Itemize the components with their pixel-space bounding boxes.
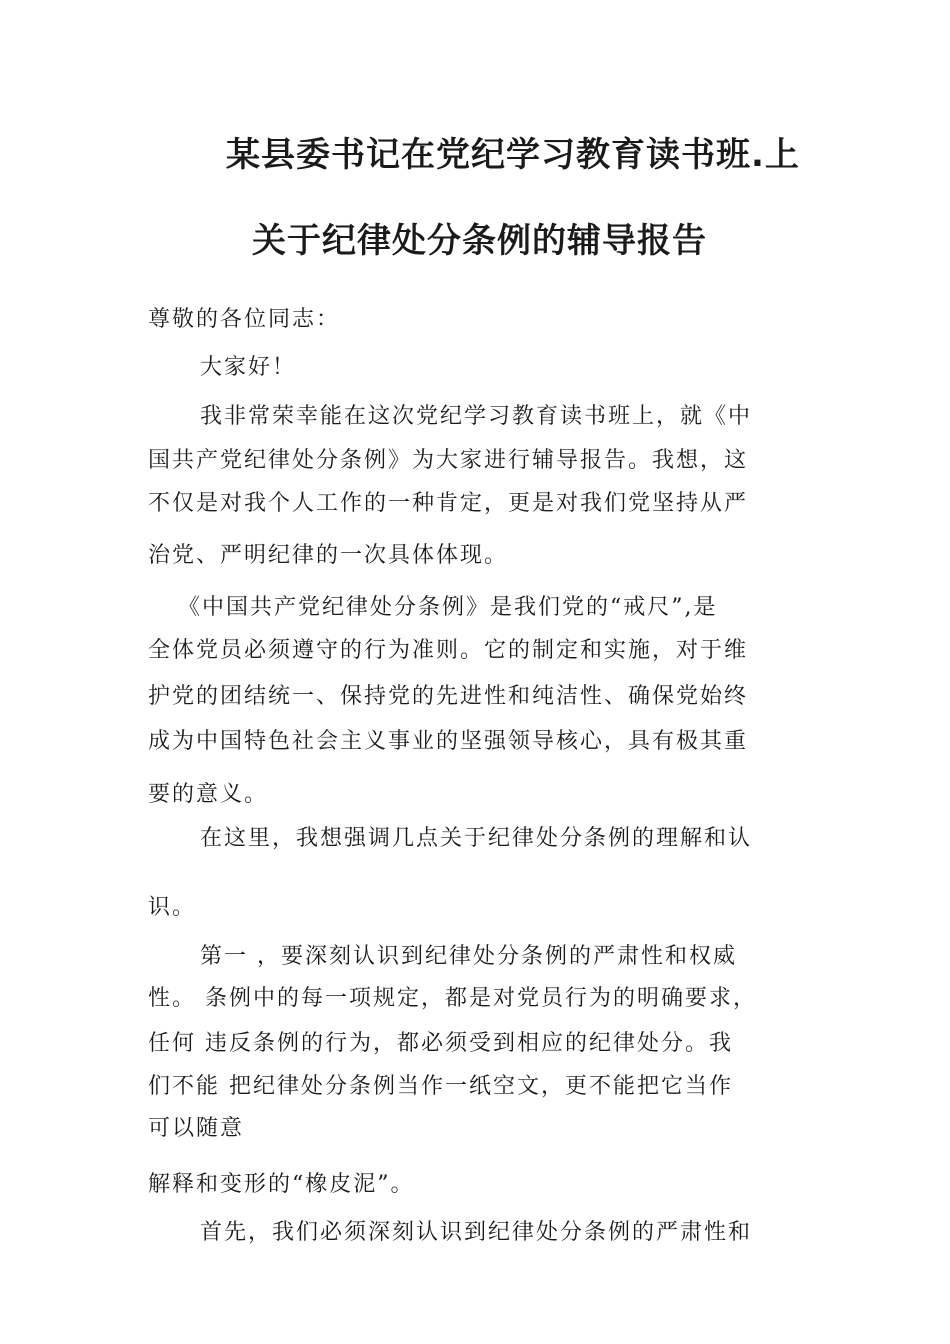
paragraph-2-line-4: 成为中国特色社会主义事业的坚强领导核心，具有极其重	[148, 729, 749, 754]
paragraph-1-line-4: 治党、严明纪律的一次具体体现。	[148, 543, 509, 568]
paragraph-4-line-3: 任何 违反条例的行为，都必须受到相应的纪律处分。我	[148, 1031, 733, 1056]
paragraph-3-line-1: 在这里，我想强调几点关于纪律处分条例的理解和认	[200, 826, 753, 851]
paragraph-2-line-1: 《中国共产党纪律处分条例》是我们党的“戒尺”,是	[178, 595, 718, 620]
salutation-line: 尊敬的各位同志：	[148, 307, 341, 332]
paragraph-4-line-4: 们不能 把纪律处分条例当作一纸空文，更不能把它当作	[148, 1074, 733, 1099]
paragraph-1-line-3: 不仅是对我个人工作的一种肯定，更是对我们党坚持从严	[148, 491, 749, 516]
paragraph-5-line-1: 首先，我们必须深刻认识到纪律处分条例的严肃性和	[200, 1220, 753, 1245]
paragraph-4-line-2: 性。 条例中的每一项规定，都是对党员行为的明确要求，	[148, 986, 757, 1011]
title-line-1: 某县委书记在党纪学习教育读书班.上	[226, 135, 800, 175]
paragraph-4-line-6: 解释和变形的“橡皮泥”。	[148, 1172, 415, 1197]
paragraph-2-line-5: 要的意义。	[148, 782, 269, 807]
paragraph-4-line-5: 可以随意	[148, 1116, 245, 1141]
paragraph-2-line-3: 护党的团结统一、保持党的先进性和纯洁性、确保党始终	[148, 684, 749, 709]
title-line-2: 关于纪律处分条例的辅导报告	[252, 221, 707, 261]
paragraph-1-line-2: 国共产党纪律处分条例》为大家进行辅导报告。我想，这	[148, 448, 749, 473]
paragraph-3-line-2: 识。	[148, 895, 197, 920]
greeting-line: 大家好！	[200, 355, 297, 380]
paragraph-4-line-1: 第一 ，要深刻认识到纪律处分条例的严肃性和权威	[200, 944, 737, 969]
paragraph-2-line-2: 全体党员必须遵守的行为准则。它的制定和实施，对于维	[148, 638, 749, 663]
paragraph-1-line-1: 我非常荣幸能在这次党纪学习教育读书班上，就《中	[200, 404, 753, 429]
